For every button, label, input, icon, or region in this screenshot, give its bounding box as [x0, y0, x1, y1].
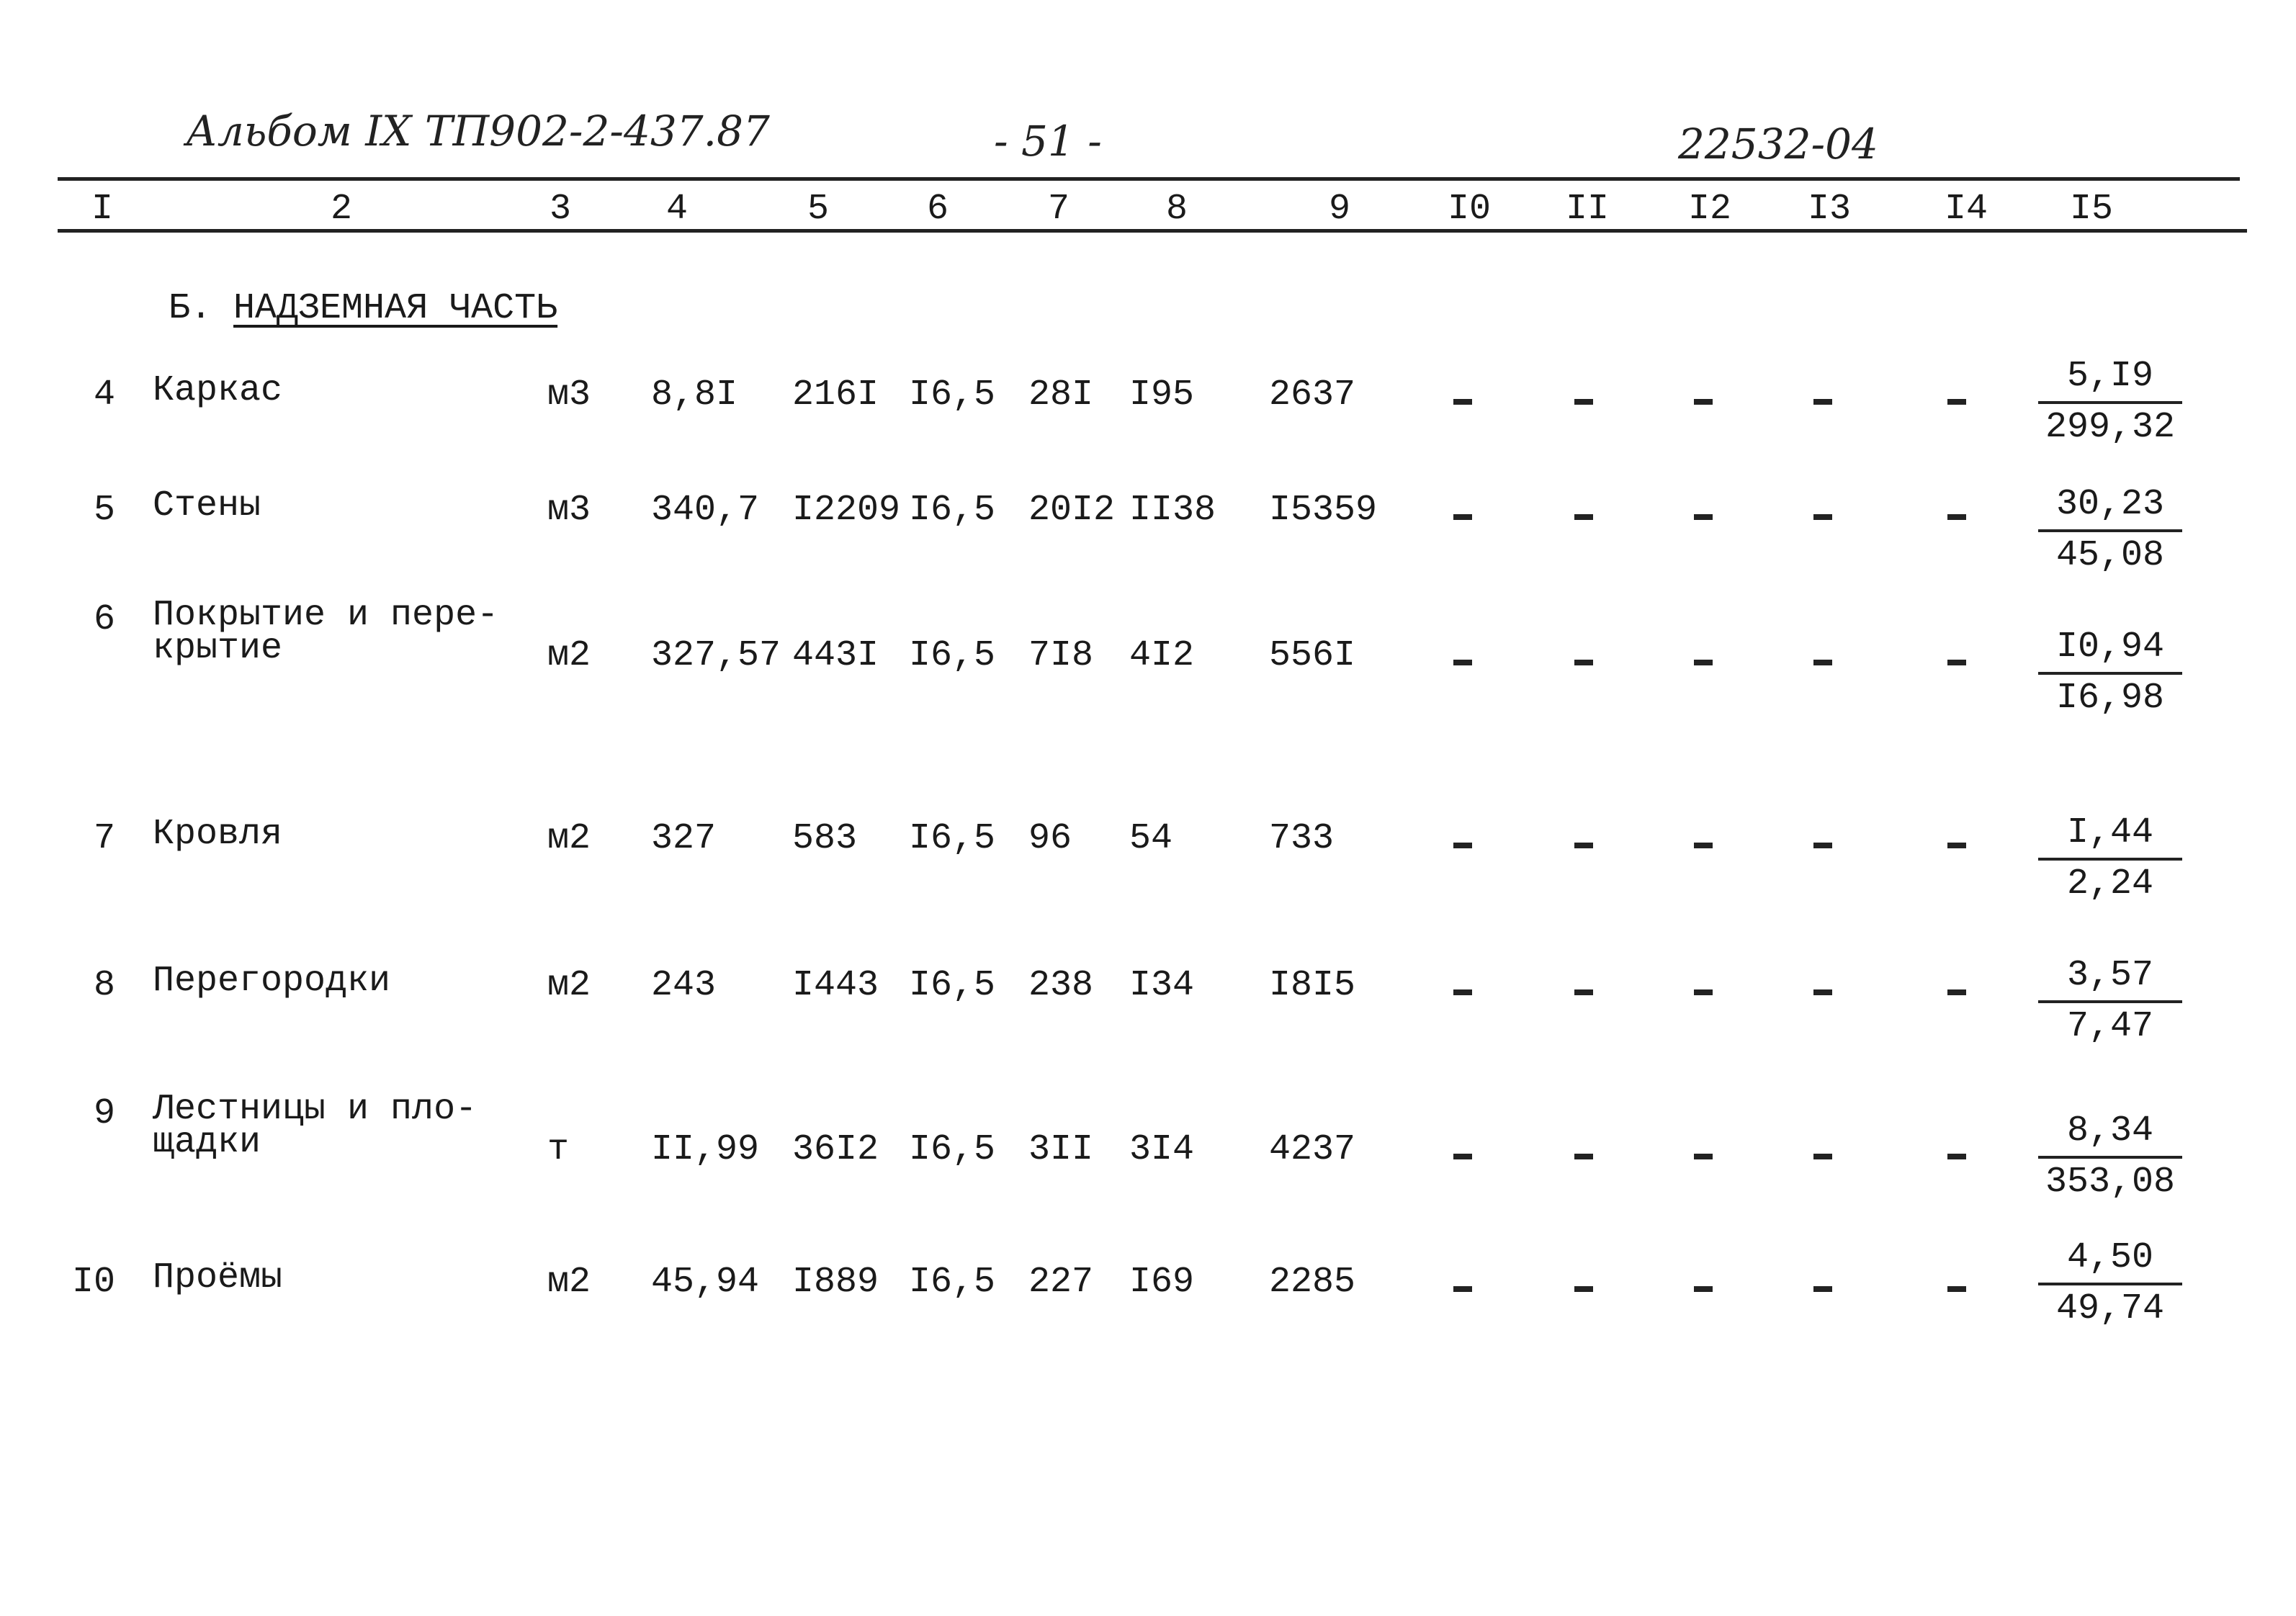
- empty-dash: [1453, 843, 1472, 848]
- fraction-numerator: 30,23: [2055, 484, 2165, 525]
- fraction-cell: [2024, 1110, 2197, 1203]
- item-name-line: Перегородки: [153, 961, 391, 1002]
- empty-dash: [1694, 399, 1713, 405]
- empty-dash: [1694, 514, 1713, 520]
- section-heading: [169, 288, 557, 329]
- item-name: [153, 814, 283, 855]
- value-cell: II38: [1129, 490, 1216, 531]
- quantity-cell: 327,57: [651, 635, 781, 676]
- item-name: [153, 1257, 283, 1298]
- value-cell: I6,5: [909, 965, 996, 1006]
- value-cell: 216I: [792, 374, 879, 416]
- column-number: II: [1565, 189, 1610, 230]
- fraction-numerator: 3,57: [2066, 955, 2154, 996]
- document-code: 22532-04: [1678, 120, 1878, 169]
- value-cell: 54: [1129, 818, 1173, 859]
- total-cell: 4237: [1269, 1129, 1356, 1170]
- value-cell: 36I2: [792, 1129, 879, 1170]
- total-cell: I5359: [1269, 490, 1378, 531]
- fraction-cell: [2024, 484, 2197, 576]
- empty-dash: [1813, 1286, 1832, 1292]
- empty-dash: [1694, 843, 1713, 848]
- row-number: 7: [93, 818, 115, 859]
- value-cell: I6,5: [909, 374, 996, 416]
- table-row: [0, 595, 2296, 719]
- value-cell: I34: [1129, 965, 1195, 1006]
- value-cell: 20I2: [1028, 490, 1116, 531]
- empty-dash: [1947, 1286, 1966, 1292]
- fraction-denominator: 353,08: [2045, 1162, 2176, 1203]
- row-number: I0: [72, 1262, 116, 1303]
- value-cell: 4I2: [1129, 635, 1195, 676]
- column-number: 8: [1165, 189, 1188, 230]
- item-name: [153, 961, 391, 1002]
- item-name-line: Кровля: [153, 814, 283, 855]
- empty-dash: [1813, 1154, 1832, 1159]
- section-prefix: Б.: [169, 288, 212, 329]
- quantity-cell: 8,8I: [651, 374, 738, 416]
- column-number: I2: [1687, 189, 1732, 230]
- column-number: 6: [926, 189, 949, 230]
- column-number: 2: [330, 189, 353, 230]
- empty-dash: [1574, 1286, 1593, 1292]
- fraction-denominator: 7,47: [2066, 1006, 2154, 1047]
- empty-dash: [1574, 399, 1593, 405]
- empty-dash: [1453, 1154, 1472, 1159]
- fraction-numerator: I0,94: [2055, 627, 2165, 668]
- unit-cell: м3: [547, 374, 591, 416]
- empty-dash: [1947, 399, 1966, 405]
- value-cell: I6,5: [909, 818, 996, 859]
- fraction-numerator: I,44: [2066, 812, 2154, 853]
- empty-dash: [1947, 660, 1966, 665]
- item-name: [153, 595, 499, 669]
- section-title: НАДЗЕМНАЯ ЧАСТЬ: [233, 288, 558, 329]
- fraction-denominator: I6,98: [2055, 678, 2165, 719]
- empty-dash: [1574, 660, 1593, 665]
- column-number: I5: [2069, 189, 2114, 230]
- fraction-denominator: 2,24: [2066, 863, 2154, 904]
- fraction-cell: [2024, 955, 2197, 1047]
- fraction-numerator: 5,I9: [2066, 356, 2154, 397]
- item-name-line: крытие: [153, 628, 283, 669]
- empty-dash: [1453, 660, 1472, 665]
- column-number: I0: [1447, 189, 1492, 230]
- value-cell: I889: [792, 1262, 879, 1303]
- fraction-cell: [2024, 812, 2197, 904]
- unit-cell: м2: [547, 1262, 591, 1303]
- value-cell: 7I8: [1028, 635, 1094, 676]
- empty-dash: [1453, 989, 1472, 995]
- quantity-cell: 243: [651, 965, 717, 1006]
- table-row: [0, 955, 2296, 1047]
- table-row: [0, 812, 2296, 904]
- table-row: [0, 484, 2296, 576]
- empty-dash: [1453, 399, 1472, 405]
- fraction-cell: [2024, 1237, 2197, 1329]
- value-cell: I6,5: [909, 1129, 996, 1170]
- header-rule-bottom: [58, 229, 2247, 233]
- empty-dash: [1947, 989, 1966, 995]
- value-cell: I69: [1129, 1262, 1195, 1303]
- value-cell: I95: [1129, 374, 1195, 416]
- item-name: [153, 1089, 477, 1163]
- empty-dash: [1574, 514, 1593, 520]
- item-name-line: Каркас: [153, 370, 283, 411]
- total-cell: I8I5: [1269, 965, 1356, 1006]
- total-cell: 556I: [1269, 635, 1356, 676]
- unit-cell: м2: [547, 965, 591, 1006]
- column-number: 5: [807, 189, 830, 230]
- column-number: 4: [665, 189, 689, 230]
- row-number: 6: [93, 599, 115, 640]
- table-row: [0, 1237, 2296, 1329]
- empty-dash: [1947, 514, 1966, 520]
- fraction-cell: [2024, 356, 2197, 448]
- empty-dash: [1947, 1154, 1966, 1159]
- unit-cell: т: [547, 1129, 570, 1170]
- empty-dash: [1947, 843, 1966, 848]
- column-number: I: [91, 189, 114, 230]
- row-number: 5: [93, 490, 115, 531]
- empty-dash: [1574, 843, 1593, 848]
- row-number: 8: [93, 965, 115, 1006]
- fraction-numerator: 4,50: [2066, 1237, 2154, 1278]
- fraction-cell: [2024, 627, 2197, 719]
- empty-dash: [1694, 1286, 1713, 1292]
- fraction-denominator: 45,08: [2055, 535, 2165, 576]
- column-number: 7: [1047, 189, 1070, 230]
- empty-dash: [1574, 1154, 1593, 1159]
- header-rule-top: [58, 177, 2240, 181]
- value-cell: I6,5: [909, 1262, 996, 1303]
- value-cell: I2209: [792, 490, 901, 531]
- album-reference: Альбом IX ТП902-2-437.87: [186, 107, 770, 156]
- value-cell: 227: [1028, 1262, 1094, 1303]
- unit-cell: м2: [547, 818, 591, 859]
- unit-cell: м3: [547, 490, 591, 531]
- value-cell: I6,5: [909, 635, 996, 676]
- item-name: [153, 485, 261, 526]
- quantity-cell: II,99: [651, 1129, 760, 1170]
- value-cell: 3II: [1028, 1129, 1094, 1170]
- value-cell: 96: [1028, 818, 1072, 859]
- value-cell: I6,5: [909, 490, 996, 531]
- empty-dash: [1813, 660, 1832, 665]
- unit-cell: м2: [547, 635, 591, 676]
- row-number: 4: [93, 374, 115, 416]
- value-cell: 583: [792, 818, 858, 859]
- table-row: [0, 1089, 2296, 1203]
- empty-dash: [1574, 989, 1593, 995]
- empty-dash: [1813, 399, 1832, 405]
- empty-dash: [1694, 660, 1713, 665]
- column-number: 3: [549, 189, 572, 230]
- item-name-line: щадки: [153, 1122, 261, 1163]
- empty-dash: [1813, 514, 1832, 520]
- value-cell: 443I: [792, 635, 879, 676]
- quantity-cell: 327: [651, 818, 717, 859]
- empty-dash: [1813, 843, 1832, 848]
- empty-dash: [1813, 989, 1832, 995]
- quantity-cell: 45,94: [651, 1262, 760, 1303]
- column-number: I3: [1807, 189, 1852, 230]
- row-number: 9: [93, 1093, 115, 1134]
- fraction-numerator: 8,34: [2066, 1110, 2154, 1152]
- page-number: - 51 -: [994, 117, 1102, 166]
- value-cell: 238: [1028, 965, 1094, 1006]
- value-cell: 3I4: [1129, 1129, 1195, 1170]
- empty-dash: [1453, 514, 1472, 520]
- total-cell: 2285: [1269, 1262, 1356, 1303]
- column-number: 9: [1328, 189, 1351, 230]
- item-name-line: Лестницы и пло-: [153, 1089, 477, 1130]
- empty-dash: [1694, 1154, 1713, 1159]
- total-cell: 733: [1269, 818, 1335, 859]
- item-name: [153, 370, 283, 411]
- empty-dash: [1694, 989, 1713, 995]
- item-name-line: Покрытие и пере-: [153, 595, 499, 636]
- fraction-denominator: 49,74: [2055, 1288, 2165, 1329]
- table-row: [0, 356, 2296, 448]
- total-cell: 2637: [1269, 374, 1356, 416]
- value-cell: I443: [792, 965, 879, 1006]
- quantity-cell: 340,7: [651, 490, 760, 531]
- item-name-line: Стены: [153, 485, 261, 526]
- item-name-line: Проёмы: [153, 1257, 283, 1298]
- column-number: I4: [1944, 189, 1988, 230]
- empty-dash: [1453, 1286, 1472, 1292]
- value-cell: 28I: [1028, 374, 1094, 416]
- fraction-denominator: 299,32: [2045, 407, 2176, 448]
